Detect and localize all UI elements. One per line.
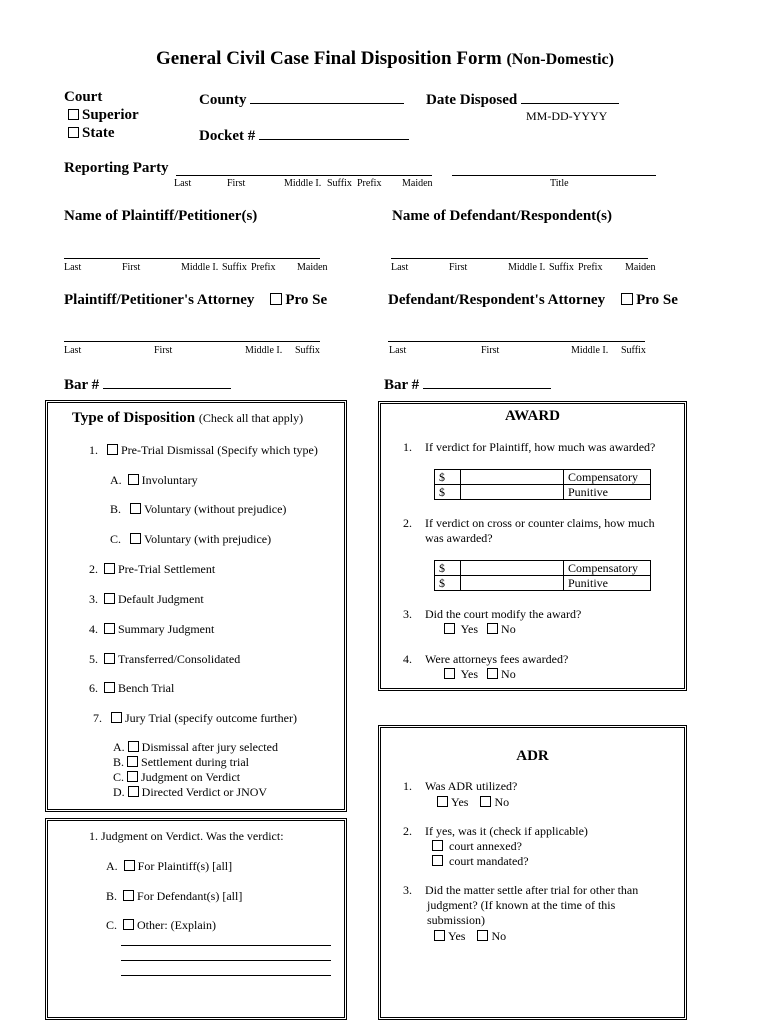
pl-middle-caption: Middle I.	[181, 262, 219, 273]
counter-compensatory-amount-input[interactable]	[461, 561, 564, 576]
df-suffix-caption: Suffix	[549, 262, 574, 273]
disp-item-5[interactable]: 5. Transferred/Consolidated	[89, 652, 241, 666]
fees-no-checkbox[interactable]	[487, 668, 498, 679]
compensatory-dollar: $	[435, 470, 461, 485]
disp-item-1c[interactable]: C. Voluntary (with prejudice)	[110, 532, 272, 546]
rp-prefix-caption: Prefix	[357, 178, 382, 189]
disp-item-7a[interactable]: A. Dismissal after jury selected	[113, 740, 278, 754]
counter-compensatory-dollar: $	[435, 561, 461, 576]
df-prefix-caption: Prefix	[578, 262, 603, 273]
judgment-on-verdict-checkbox[interactable]	[127, 771, 138, 782]
adr-q3-options[interactable]: Yes No	[434, 929, 506, 944]
df-maiden-caption: Maiden	[625, 262, 656, 273]
adr-no-checkbox[interactable]	[480, 796, 491, 807]
pretrial-dismissal-checkbox[interactable]	[107, 444, 118, 455]
rp-middle-caption: Middle I.	[284, 178, 322, 189]
award-q2-amount-table	[434, 560, 651, 591]
adr-q3-line2: judgment? (If known at the time of this	[427, 898, 616, 912]
compensatory-label: Compensatory	[564, 470, 651, 485]
defendant-name-line[interactable]	[391, 258, 648, 259]
pl-maiden-caption: Maiden	[297, 262, 328, 273]
disp-item-7d[interactable]: D. Directed Verdict or JNOV	[113, 785, 268, 799]
punitive-dollar: $	[435, 485, 461, 500]
form-title: General Civil Case Final Disposition Form	[156, 48, 502, 69]
pl-prefix-caption: Prefix	[251, 262, 276, 273]
plaintiff-bar-input[interactable]	[103, 374, 231, 389]
rp-title-caption: Title	[550, 178, 569, 189]
reporting-party-name-line[interactable]	[176, 175, 432, 176]
default-judgment-checkbox[interactable]	[104, 593, 115, 604]
jury-trial-checkbox[interactable]	[111, 712, 122, 723]
defendant-attorney-heading: Defendant/Respondent's Attorney Pro Se	[388, 292, 678, 308]
defendant-attorney-line[interactable]	[388, 341, 645, 342]
disp-item-7b[interactable]: B. Settlement during trial	[113, 755, 249, 769]
da-first-caption: First	[481, 345, 500, 356]
adr-court-mandated[interactable]: court mandated?	[432, 854, 529, 869]
court-mandated-checkbox[interactable]	[432, 855, 443, 866]
adr-heading: ADR	[516, 748, 549, 764]
pa-first-caption: First	[154, 345, 173, 356]
date-disposed-field[interactable]: Date Disposed	[426, 89, 619, 109]
pl-last-caption: Last	[64, 262, 82, 273]
reporting-party-title-line[interactable]	[452, 175, 656, 176]
award-q1-num: 1.	[403, 440, 412, 454]
directed-verdict-checkbox[interactable]	[128, 786, 139, 797]
state-checkbox[interactable]	[68, 127, 79, 138]
disp-item-1b[interactable]: B. Voluntary (without prejudice)	[110, 502, 287, 516]
for-plaintiffs-checkbox[interactable]	[124, 860, 135, 871]
disp-item-3[interactable]: 3. Default Judgment	[89, 592, 204, 606]
rp-suffix-caption: Suffix	[327, 178, 352, 189]
verdict-option-a[interactable]: A. For Plaintiff(s) [all]	[106, 859, 233, 873]
adr-q2: If yes, was it (check if applicable)	[425, 824, 588, 838]
involuntary-checkbox[interactable]	[128, 474, 139, 485]
explain-line-3[interactable]	[121, 975, 331, 976]
da-suffix-caption: Suffix	[621, 345, 646, 356]
defendant-heading: Name of Defendant/Respondent(s)	[392, 208, 612, 224]
award-q3-options[interactable]: Yes No	[444, 622, 516, 637]
disp-item-1a[interactable]: A. Involuntary	[110, 473, 198, 487]
award-heading: AWARD	[504, 408, 560, 424]
pl-first-caption: First	[122, 262, 141, 273]
plaintiff-name-line[interactable]	[64, 258, 320, 259]
award-q4: Were attorneys fees awarded?	[425, 652, 569, 666]
counter-punitive-amount-input[interactable]	[461, 576, 564, 591]
pretrial-settlement-checkbox[interactable]	[104, 563, 115, 574]
summary-judgment-checkbox[interactable]	[104, 623, 115, 634]
pa-last-caption: Last	[64, 345, 82, 356]
adr-q1: Was ADR utilized?	[425, 779, 518, 793]
counter-punitive-label: Punitive	[564, 576, 651, 591]
superior-checkbox[interactable]	[68, 109, 79, 120]
df-first-caption: First	[449, 262, 468, 273]
page-title	[0, 48, 770, 70]
adr-q3-num: 3.	[403, 883, 412, 897]
county-field[interactable]: County	[199, 89, 404, 109]
da-last-caption: Last	[389, 345, 407, 356]
docket-input[interactable]	[259, 125, 409, 140]
plaintiff-pro-se-checkbox[interactable]	[270, 293, 282, 305]
disp-item-7c[interactable]: C. Judgment on Verdict	[113, 770, 241, 784]
disp-item-1[interactable]: 1. Pre-Trial Dismissal (Specify which type)	[89, 443, 318, 457]
voluntary-with-prejudice-checkbox[interactable]	[130, 533, 141, 544]
settle-yes-checkbox[interactable]	[434, 930, 445, 941]
award-q1: If verdict for Plaintiff, how much was awarded?	[425, 440, 656, 454]
form-title-suffix: (Non-Domestic)	[506, 51, 614, 68]
dismissal-after-jury-checkbox[interactable]	[128, 741, 139, 752]
state-option[interactable]: State	[68, 125, 115, 142]
settlement-during-trial-checkbox[interactable]	[127, 756, 138, 767]
county-input[interactable]	[250, 89, 404, 104]
transferred-consolidated-checkbox[interactable]	[104, 653, 115, 664]
adr-yes-checkbox[interactable]	[437, 796, 448, 807]
defendant-bar-field[interactable]: Bar #	[384, 374, 551, 394]
superior-option[interactable]: Superior	[68, 107, 139, 124]
plaintiff-pro-se-label: Pro Se	[285, 292, 328, 308]
adr-q2-num: 2.	[403, 824, 412, 838]
other-checkbox[interactable]	[123, 919, 134, 930]
adr-q1-options[interactable]: Yes No	[437, 795, 509, 810]
award-q3: Did the court modify the award?	[425, 607, 582, 621]
award-q3-num: 3.	[403, 607, 412, 621]
disp-item-7[interactable]: 7. Jury Trial (specify outcome further)	[93, 711, 297, 725]
punitive-amount-input[interactable]	[461, 485, 564, 500]
defendant-pro-se-label: Pro Se	[636, 292, 678, 308]
disp-item-6[interactable]: 6. Bench Trial	[89, 681, 175, 695]
award-q4-num: 4.	[403, 652, 412, 666]
for-defendants-checkbox[interactable]	[123, 890, 134, 901]
rp-maiden-caption: Maiden	[402, 178, 433, 189]
date-disposed-input[interactable]	[521, 89, 619, 104]
plaintiff-attorney-heading: Plaintiff/Petitioner's Attorney Pro Se	[64, 292, 328, 308]
award-q4-options[interactable]: Yes No	[444, 667, 516, 682]
reporting-party-label: Reporting Party	[64, 160, 169, 176]
df-last-caption: Last	[391, 262, 409, 273]
award-q2-line1: If verdict on cross or counter claims, how much	[425, 516, 655, 530]
date-format-hint: MM-DD-YYYY	[526, 109, 608, 123]
court-annexed-checkbox[interactable]	[432, 840, 443, 851]
plaintiff-heading: Name of Plaintiff/Petitioner(s)	[64, 208, 258, 224]
verdict-option-b[interactable]: B. For Defendant(s) [all]	[106, 889, 243, 903]
court-label: Court	[64, 89, 103, 105]
defendant-pro-se-checkbox[interactable]	[621, 293, 633, 305]
award-q2-num: 2.	[403, 516, 412, 530]
disposition-heading: Type of Disposition (Check all that apply)	[72, 410, 304, 426]
df-middle-caption: Middle I.	[508, 262, 546, 273]
verdict-option-c[interactable]: C. Other: (Explain)	[106, 918, 216, 932]
rp-first-caption: First	[227, 178, 246, 189]
modify-no-checkbox[interactable]	[487, 623, 498, 634]
adr-q1-num: 1.	[403, 779, 412, 793]
plaintiff-attorney-line[interactable]	[64, 341, 320, 342]
pa-middle-caption: Middle I.	[245, 345, 283, 356]
counter-punitive-dollar: $	[435, 576, 461, 591]
award-q2-line2: was awarded?	[425, 531, 493, 545]
pl-suffix-caption: Suffix	[222, 262, 247, 273]
plaintiff-bar-field[interactable]: Bar #	[64, 374, 231, 394]
explain-line-2[interactable]	[121, 960, 331, 961]
punitive-label: Punitive	[564, 485, 651, 500]
rp-last-caption: Last	[174, 178, 192, 189]
docket-field[interactable]: Docket #	[199, 125, 409, 145]
explain-line-1[interactable]	[121, 945, 331, 946]
disp-item-4[interactable]: 4. Summary Judgment	[89, 622, 215, 636]
modify-yes-checkbox[interactable]	[444, 623, 455, 634]
verdict-question: 1. Judgment on Verdict. Was the verdict:	[89, 829, 284, 843]
settle-no-checkbox[interactable]	[477, 930, 488, 941]
fees-yes-checkbox[interactable]	[444, 668, 455, 679]
adr-q3-line3: submission)	[427, 913, 486, 927]
bench-trial-checkbox[interactable]	[104, 682, 115, 693]
award-q1-amount-table	[434, 469, 651, 500]
compensatory-amount-input[interactable]	[461, 470, 564, 485]
voluntary-without-prejudice-checkbox[interactable]	[130, 503, 141, 514]
adr-q3-line1: Did the matter settle after trial for other than	[425, 883, 639, 897]
adr-court-annexed[interactable]: court annexed?	[432, 839, 522, 854]
counter-compensatory-label: Compensatory	[564, 561, 651, 576]
adr-box	[378, 725, 687, 1020]
da-middle-caption: Middle I.	[571, 345, 609, 356]
disp-item-2[interactable]: 2. Pre-Trial Settlement	[89, 562, 216, 576]
defendant-bar-input[interactable]	[423, 374, 551, 389]
pa-suffix-caption: Suffix	[295, 345, 320, 356]
